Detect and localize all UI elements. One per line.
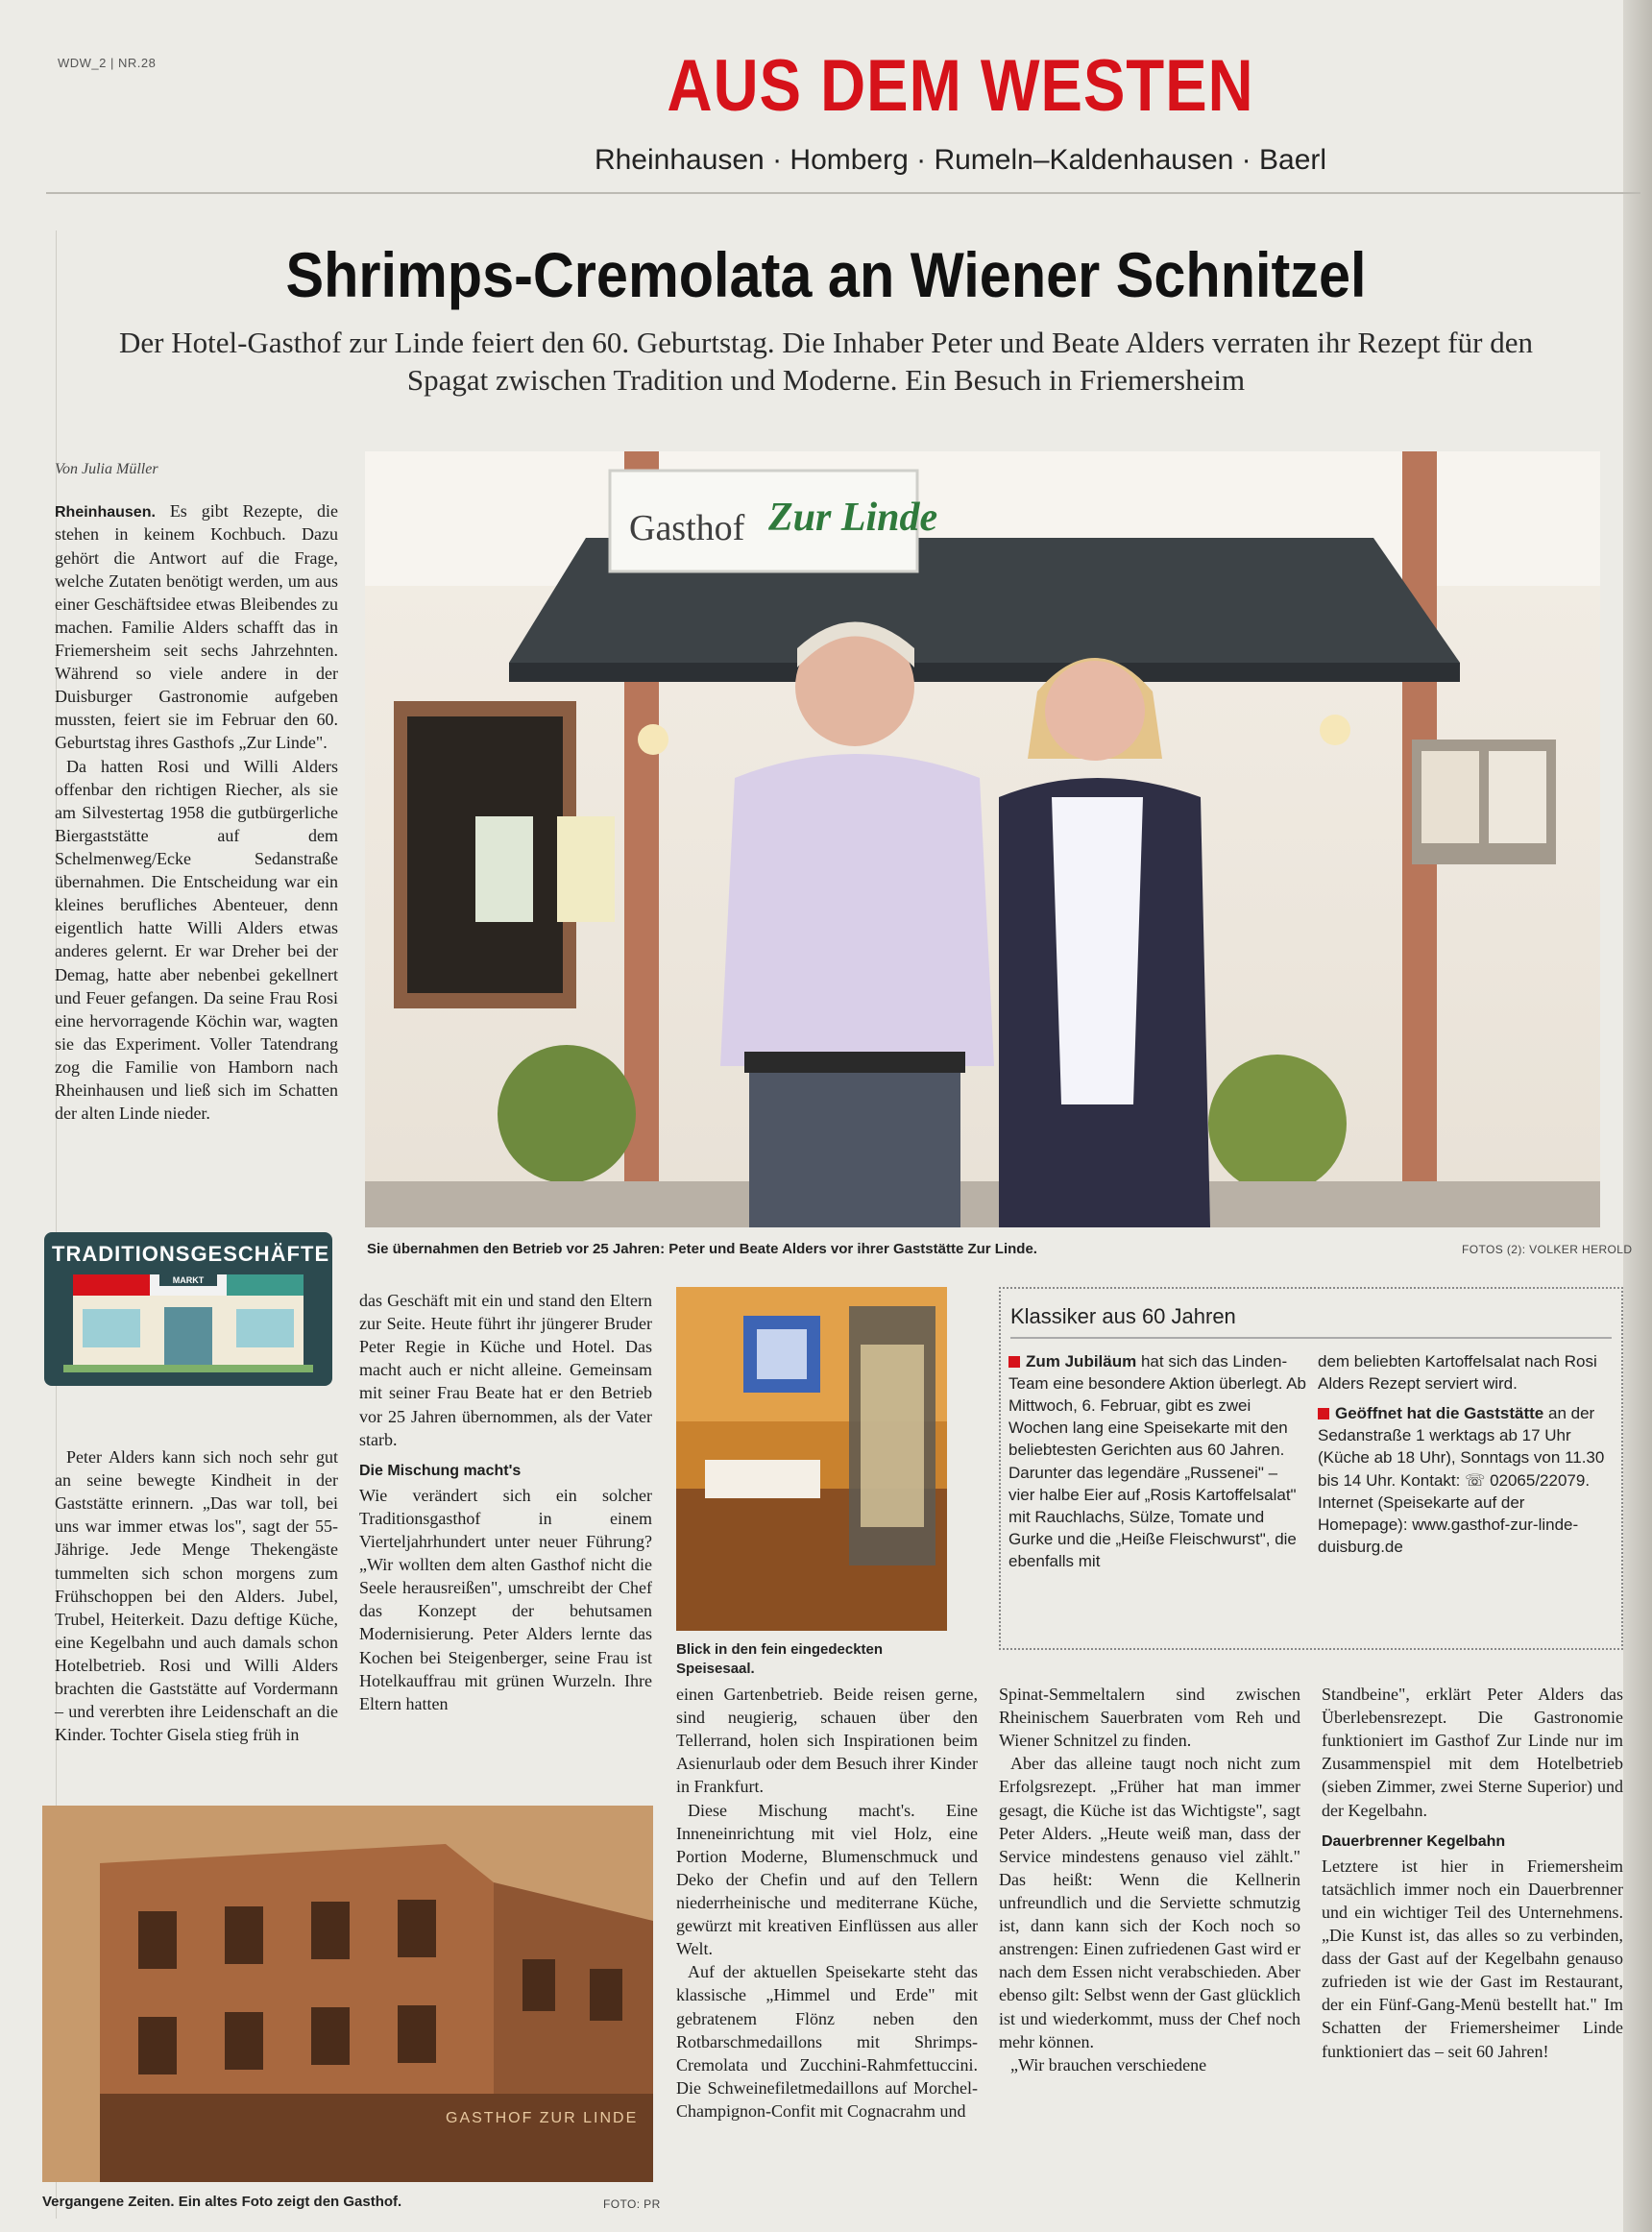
infobox-title: Klassiker aus 60 Jahren bbox=[1010, 1304, 1236, 1328]
klassiker-infobox bbox=[999, 1287, 1623, 1650]
main-photo-caption: Sie übernahmen den Betrieb vor 25 Jahren: Peter und Beate Alders vor ihrer Gaststätte Zur Linde. bbox=[367, 1241, 1037, 1257]
infobox-column-2 bbox=[1318, 1350, 1616, 1558]
section-subtitle: Rheinhausen · Homberg · Rumeln–Kaldenhausen · Baerl bbox=[594, 144, 1327, 176]
sign-word-1: Gasthof bbox=[629, 508, 745, 548]
paragraph: „Wir brauchen verschiedene bbox=[1010, 2054, 1207, 2074]
article-column-4 bbox=[999, 1683, 1300, 2076]
paragraph: Es gibt Rezepte, die stehen in keinem Kochbuch. Dazu gehört die Antwort auf die Frage, welche Zutaten benötigt werden, um aus einer Geschäftsidee etwas Bleibendes zu machen. Familie Alders schafft das in Friemersheim seit sechs Jahrzehnten. Während so viele andere in der Duisburger Gastronomie aufgeben mussten, feiert sie im Februar den 60. Geburtstag ihres Gasthofs „Zur Linde". bbox=[55, 501, 338, 753]
infobox-item1-lead: Zum Jubiläum bbox=[1026, 1352, 1137, 1371]
shop-label: MARKT bbox=[172, 1275, 205, 1285]
infobox-column-1 bbox=[1008, 1350, 1306, 1572]
main-photo bbox=[365, 451, 1600, 1227]
page-edge bbox=[1623, 0, 1652, 2232]
infobox-item1-continued: dem beliebten Kartoffelsalat nach Rosi Alders Rezept serviert wird. bbox=[1318, 1352, 1597, 1394]
article-column-1-continued bbox=[55, 1445, 338, 1746]
infobox-rule bbox=[1010, 1337, 1612, 1339]
historic-sign: GASTHOF ZUR LINDE bbox=[446, 2110, 639, 2126]
historic-photo-caption: Vergangene Zeiten. Ein altes Foto zeigt den Gasthof. bbox=[42, 2194, 402, 2210]
article-column-1 bbox=[55, 499, 338, 1125]
paragraph: das Geschäft mit ein und stand den Eltern zur Seite. Heute führt ihr jüngerer Bruder Peter Regie in Küche und Hotel. Das macht auch er nicht alleine. Gemeinsam mit seiner Frau Beate hat er den Betrieb vor 25 Jahren übernommen, als der Vater starb. bbox=[359, 1291, 652, 1449]
paragraph: Peter Alders kann sich noch sehr gut an seine bewegte Kindheit in der Gaststätte erinnern. „Das war toll, bei uns war immer etwas los", sagt der 55-Jährige. Jede Menge Thekengäste tummelten sich schon morgens zum Frühschoppen bei den Alders. Jubel, Trubel, Heiterkeit. Dazu deftige Küche, eine Kegelbahn und auch damals schon Hotelbetrieb. Rosi und Willi Alders brachten die Gaststätte auf Vordermann – und vererbten ihre Leidenschaft an die Kinder. Tochter Gisela stieg früh in bbox=[55, 1447, 338, 1745]
dateline: Rheinhausen. bbox=[55, 504, 156, 521]
red-square-marker bbox=[1318, 1408, 1329, 1419]
folio: WDW_2 | NR.28 bbox=[58, 56, 157, 70]
paragraph: Aber das alleine taugt noch nicht zum Erfolgsrezept. „Früher hat man immer gesagt, die Küche ist das Wichtigste", sagt Peter Alders. „Heute weiß man, dass der Service mindestens genauso viel zählt." Das heißt: Wenn die Kellnerin unfreundlich und die Serviette schmutzig ist, dann kann sich der Koch noch so anstrengen: Einen zufriedenen Gast wird er nach dem Essen nicht verabschieden. Aber ebenso gilt: Selbst wenn der Gast glücklich ist und wiederkommt, muss der Chef noch mehr können. bbox=[999, 1754, 1300, 2051]
traditionsgeschaefte-badge bbox=[44, 1232, 332, 1386]
sign-word-2: Zur Linde bbox=[768, 496, 938, 540]
paragraph: Da hatten Rosi und Willi Alders offenbar den richtigen Riecher, als sie am Silvestertag 1958 die gutbürgerliche Biergaststätte auf dem Schelmenweg/Ecke Sedanstraße übernahmen. Die Entscheidung war ein kleines berufliches Abenteuer, denn eigentlich hatte Willi Alders etwas anderes gelernt. Er war Dreher bei der Demag, hatte aber nebenbei gekellnert und Feuer gefangen. Da seine Frau Rosi eine hervorragende Köchin war, wagten sie das Experiment. Voller Tatendrang zog die Familie von Hamborn nach Rheinhausen und ließ sich im Schatten der alten Linde nieder. bbox=[55, 756, 338, 1124]
dining-room-photo bbox=[676, 1287, 947, 1631]
gasthof-facade-illustration bbox=[365, 451, 1600, 1227]
header-rule bbox=[46, 192, 1640, 194]
article-column-2 bbox=[359, 1289, 652, 1715]
shop-front-icon bbox=[44, 1232, 332, 1386]
byline: Von Julia Müller bbox=[55, 461, 158, 477]
paragraph: Spinat-Semmeltalern sind zwischen Rheinischem Sauerbraten vom Reh und Wiener Schnitzel zu finden. bbox=[999, 1685, 1300, 1751]
article-headline: Shrimps-Cremolata an Wiener Schnitzel bbox=[285, 239, 1367, 310]
historic-photo bbox=[42, 1806, 653, 2182]
paragraph: Diese Mischung macht's. Eine Inneneinrichtung mit viel Holz, eine Portion Moderne, Blumenschmuck und Deko der Chefin und auf den Tellern niederrheinische und mediterrane Küche, gewürzt mit kreativen Einflüssen aus aller Welt. bbox=[676, 1800, 978, 1959]
historic-building-illustration bbox=[42, 1806, 653, 2182]
main-photo-credit: FOTOS (2): VOLKER HEROLD bbox=[1462, 1243, 1633, 1256]
paragraph: Auf der aktuellen Speisekarte steht das klassische „Himmel und Erde" mit gebratenem Flönz neben den Rotbarschmedaillons mit Shrimps-Cremolata und Zucchini-Rahmfettuccini. Die Schweinefiletmedaillons auf Morchel-Champignon-Confit mit Cognacrahm und bbox=[676, 1962, 978, 2121]
infobox-item2-lead: Geöffnet hat die Gaststätte bbox=[1335, 1404, 1544, 1423]
dining-room-caption: Blick in den fein eingedeckten Speisesaal. bbox=[676, 1641, 884, 1677]
paragraph: einen Gartenbetrieb. Beide reisen gerne, sind neugierig, schauen über den Tellerrand, holen sich Inspirationen beim Asienurlaub oder dem Besuch ihrer Kinder in Frankfurt. bbox=[676, 1685, 978, 1797]
paragraph: Wie verändert sich ein solcher Traditionsgasthof in einem Vierteljahrhundert unter neuer Führung? „Wir wollten dem alten Gasthof nicht die Seele herausreißen", umschreibt der Chef das Konzept der behutsamen Modernisierung. Peter Alders lernte das Kochen bei Steigenberger, seine Frau ist Hotelkauffrau mit grünen Wurzeln. Ihre Eltern hatten bbox=[359, 1485, 652, 1713]
subhead-kegelbahn: Dauerbrenner Kegelbahn bbox=[1322, 1832, 1506, 1850]
paragraph: Letztere ist hier in Friemersheim tatsächlich immer noch ein Dauerbrenner und ein wichtiger Teil des Unternehmens. „Die Kunst ist, das alles so zu verbinden, dass der Gast auf der Kegelbahn genauso zufrieden ist wie der Gast im Restaurant, der ein Fünf-Gang-Menü bestellt hat." Im Schatten der Friemersheimer Linde funktioniert das – seit 60 Jahren! bbox=[1322, 1856, 1623, 2061]
red-square-marker bbox=[1008, 1356, 1020, 1368]
subhead-mischung: Die Mischung macht's bbox=[359, 1462, 522, 1479]
paragraph: Standbeine", erklärt Peter Alders das Überlebensrezept. Die Gastronomie funktioniert im Gasthof Zur Linde nur im Zusammenspiel mit dem Hotelbetrieb (sieben Zimmer, zwei Sterne Superior) und der Kegelbahn. bbox=[1322, 1685, 1623, 1820]
infobox-item1-text: hat sich das Linden-Team eine besondere Aktion überlegt. Ab Mittwoch, 6. Februar, gibt es zwei Wochen lang eine Speisekarte mit den beliebtesten Gerichten aus 60 Jahren. Darunter das legendäre „Russenei" – vier halbe Eier auf „Rosis Kartoffelsalat" mit Rauchlachs, Sülze, Tomate und Gurke und die „Heiße Fleischwurst", die ebenfalls mit bbox=[1008, 1352, 1306, 1570]
article-column-3 bbox=[676, 1683, 978, 2123]
historic-photo-credit: FOTO: PR bbox=[603, 2197, 661, 2211]
badge-title: TRADITIONSGESCHÄFTE bbox=[52, 1242, 330, 1266]
article-deck: Der Hotel-Gasthof zur Linde feiert den 60. Geburtstag. Die Inhaber Peter und Beate Alders verraten ihr Rezept für den Spagat zwischen Tradition und Moderne. Ein Besuch in Friemersheim bbox=[119, 326, 1533, 397]
dining-room-illustration bbox=[676, 1287, 947, 1631]
section-title: AUS DEM WESTEN bbox=[667, 45, 1254, 127]
article-column-5 bbox=[1322, 1683, 1623, 2063]
infobox-item2-text: an der Sedanstraße 1 werktags ab 17 Uhr (Küche ab 18 Uhr), Sonntags von 11.30 bis 14 Uhr. Kontakt: ☏ 02065/22079. Internet (Speisekarte auf der Homepage): www.gasthof-zur-linde-duisburg.de bbox=[1318, 1404, 1605, 1556]
